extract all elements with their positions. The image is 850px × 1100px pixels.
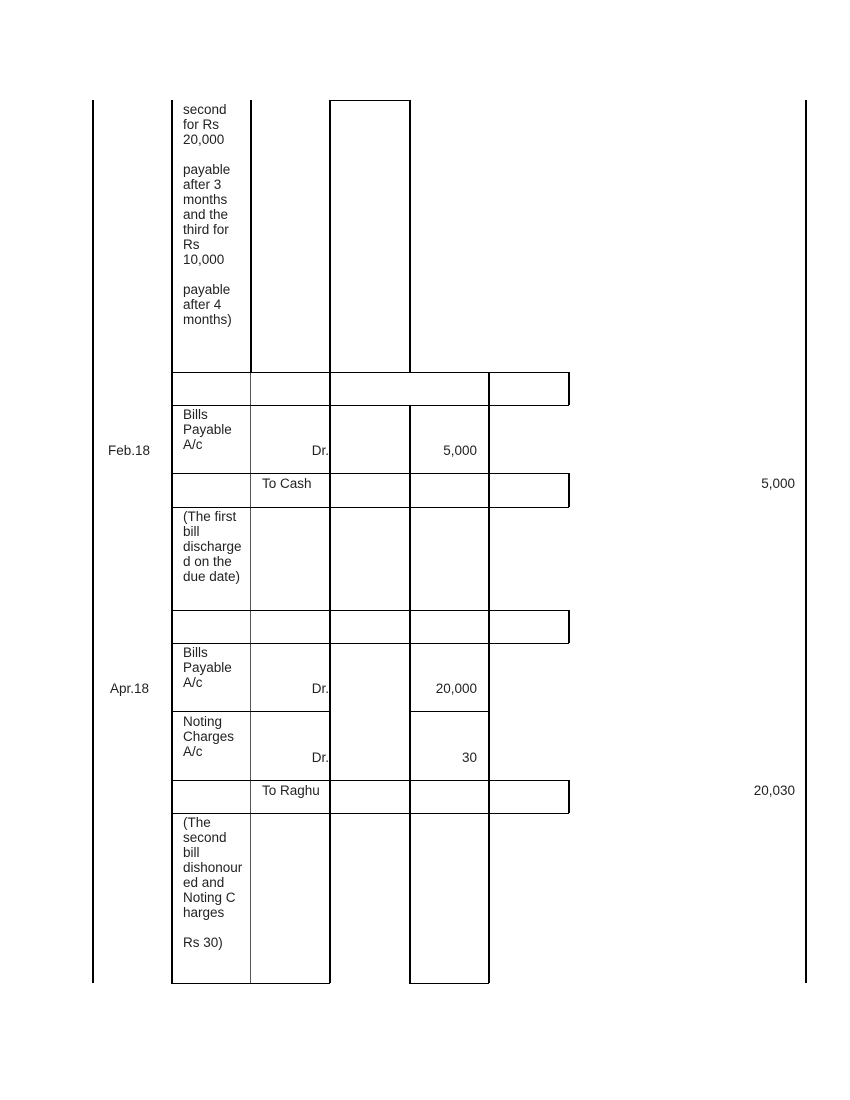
narration-line: Rs 30) [183,935,223,950]
bottom-rule-1 [171,983,330,984]
narration-line: bill [183,845,200,860]
dr-label: Dr. [311,681,329,696]
top-rule [329,100,410,101]
row-rule-3 [171,473,569,474]
narration-line: months) [183,312,232,327]
entry-date: Apr.18 [110,681,150,696]
credit-box-rule-4 [568,780,570,813]
bottom-rule-2 [409,983,489,984]
particulars-right-rule [329,100,331,983]
narration-line: payable [183,282,231,297]
account-line: Charges [183,729,235,744]
narration-line: 20,000 [183,132,225,147]
row-rule-4 [171,507,569,508]
debit-account [183,714,253,759]
narration-line: due date) [183,569,241,584]
narration-line: after 3 [183,177,222,192]
row-rule-9 [171,813,569,814]
debit-amount: 20,000 [435,681,477,696]
debit-account [183,645,253,690]
account-line: Payable [183,660,232,675]
page-right-border [805,100,807,983]
dr-label: Dr. [311,750,329,765]
narration-line: (The [183,815,211,830]
narration-line: d on the [183,554,232,569]
narration-line: third for [183,222,229,237]
narration-line: payable [183,162,231,177]
account-line: A/c [183,675,203,690]
debit-amount: 30 [461,750,477,765]
account-line: Bills [183,407,208,422]
account-line: Noting [183,714,223,729]
narration [183,815,253,950]
narration-line: Rs [183,237,200,252]
credit-box-rule-3 [568,610,570,643]
row-rule-5 [171,610,569,611]
narration-line: Noting C [183,890,236,905]
narration-line: discharge [183,539,242,554]
row-rule-2 [171,405,569,406]
page-left-border [92,100,94,983]
narration-line: months [183,192,228,207]
credit-amount: 20,030 [753,783,795,798]
row-rule-7b [409,711,489,712]
narration-line: and the [183,207,229,222]
narration-line: dishonour [183,860,243,875]
credit-box-rule-2 [568,473,570,507]
narration-line: second [183,830,227,845]
narration-line: second [183,102,227,117]
dr-label: Dr. [311,443,329,458]
narration [183,509,253,584]
narration-line: (The first [183,509,237,524]
narration-line: after 4 [183,297,222,312]
credit-account: To Raghu [262,783,320,798]
account-line: A/c [183,744,203,759]
narration-line: ed and [183,875,225,890]
debit-account [183,407,253,452]
account-line: A/c [183,437,203,452]
entry-date: Feb.18 [108,443,151,458]
account-line: Payable [183,422,232,437]
narration-line: for Rs [183,117,220,132]
credit-account: To Cash [262,476,312,491]
debit-amount: 5,000 [443,443,477,458]
credit-box-rule-1 [568,372,570,405]
particulars-left-rule [171,100,173,983]
row-rule-6 [171,643,569,644]
row-rule-7 [171,711,330,712]
row-rule-1 [171,372,569,373]
row-rule-8 [171,780,569,781]
narration-line: 10,000 [183,252,225,267]
lf-right-rule-top [409,100,411,372]
account-line: Bills [183,645,208,660]
debit-right-rule [488,372,490,983]
narration-intro [183,102,253,327]
narration-line: harges [183,905,225,920]
credit-amount: 5,000 [761,476,795,491]
narration-line: bill [183,524,200,539]
